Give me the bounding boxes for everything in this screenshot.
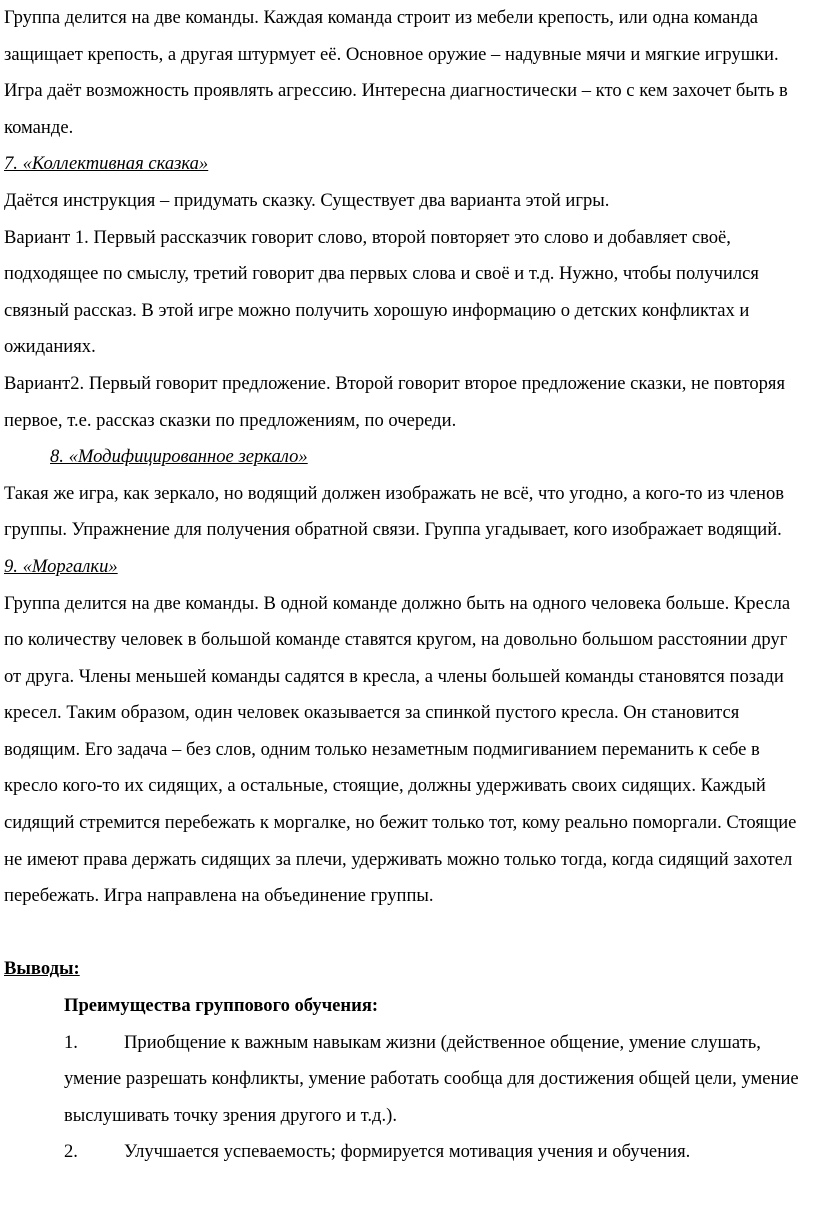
list-item-number: 2.: [64, 1141, 78, 1163]
heading-collective-tale: 7. «Коллективная сказка»: [4, 153, 209, 175]
list-item: [4, 1134, 808, 1171]
paragraph-variant-1: Вариант 1. Первый рассказчик говорит слово, второй повторяет это слово и добавляет своё, подходящее по смыслу, третий говорит два первых слова и своё и т.д. Нужно, чтобы получился связный рассказ. В этой игре можно получить хорошую информацию о детских конфликтах и ожиданиях.: [4, 226, 759, 358]
blank-line: [4, 915, 808, 952]
heading-advantages: Преимущества группового обучения:: [64, 995, 379, 1017]
list-item-text: Приобщение к важным навыкам жизни (действенное общение, умение слушать, умение разрешать конфликты, умение работать сообща для достижения общей цели, умение выслушивать точку зрения другого и т.д.).: [64, 1031, 799, 1126]
paragraph-tale-instruction: Даётся инструкция – придумать сказку. Существует два варианта этой игры.: [4, 189, 610, 211]
document-body: [4, 0, 808, 1171]
list-item: [4, 1025, 808, 1135]
heading-modified-mirror: 8. «Модифицированное зеркало»: [50, 446, 308, 468]
paragraph-modified-mirror: Такая же игра, как зеркало, но водящий должен изображать не всё, что угодно, а кого-то из членов группы. Упражнение для получения обратной связи. Группа угадывает, кого изображает водящий.: [4, 482, 785, 541]
paragraph-fortress-game: Группа делится на две команды. Каждая команда строит из мебели крепость, или одна команда защищает крепость, а другая штурмует её. Основное оружие – надувные мячи и мягкие игрушки. Игра даёт возможность проявлять агрессию. Интересна диагностически – кто с кем захочет быть в команде.: [4, 7, 788, 138]
paragraph-blinkers: Группа делится на две команды. В одной команде должно быть на одного человека больше. Кресла по количеству человек в большой команде ставятся кругом, на довольно большом расстоянии друг от друга. Члены меньшей команды садятся в кресла, а члены большей команды становятся позади кресел. Таким образом, один человек оказывается за спинкой пустого кресла. Он становится водящим. Его задача – без слов, одним только незаметным подмигиванием переманить к себе в кресло кого-то их сидящих, а остальные, стоящие, должны удерживать своих сидящих. Каждый сидящий стремится перебежать к моргалке, но бежит только тот, кому реально поморгали. Стоящие не имеют права держать сидящих за плечи, удерживать можно только тогда, когда сидящий захотел перебежать. Игра направлена на объединение группы.: [4, 592, 797, 907]
heading-blinkers: 9. «Моргалки»: [4, 555, 118, 577]
paragraph-variant-2: Вариант2. Первый говорит предложение. Второй говорит второе предложение сказки, не повторяя первое, т.е. рассказ сказки по предложениям, по очереди.: [4, 372, 786, 431]
list-item-text: Улучшается успеваемость; формируется мотивация учения и обучения.: [124, 1141, 691, 1163]
list-item-number: 1.: [64, 1031, 78, 1053]
heading-conclusions: Выводы:: [4, 958, 80, 980]
